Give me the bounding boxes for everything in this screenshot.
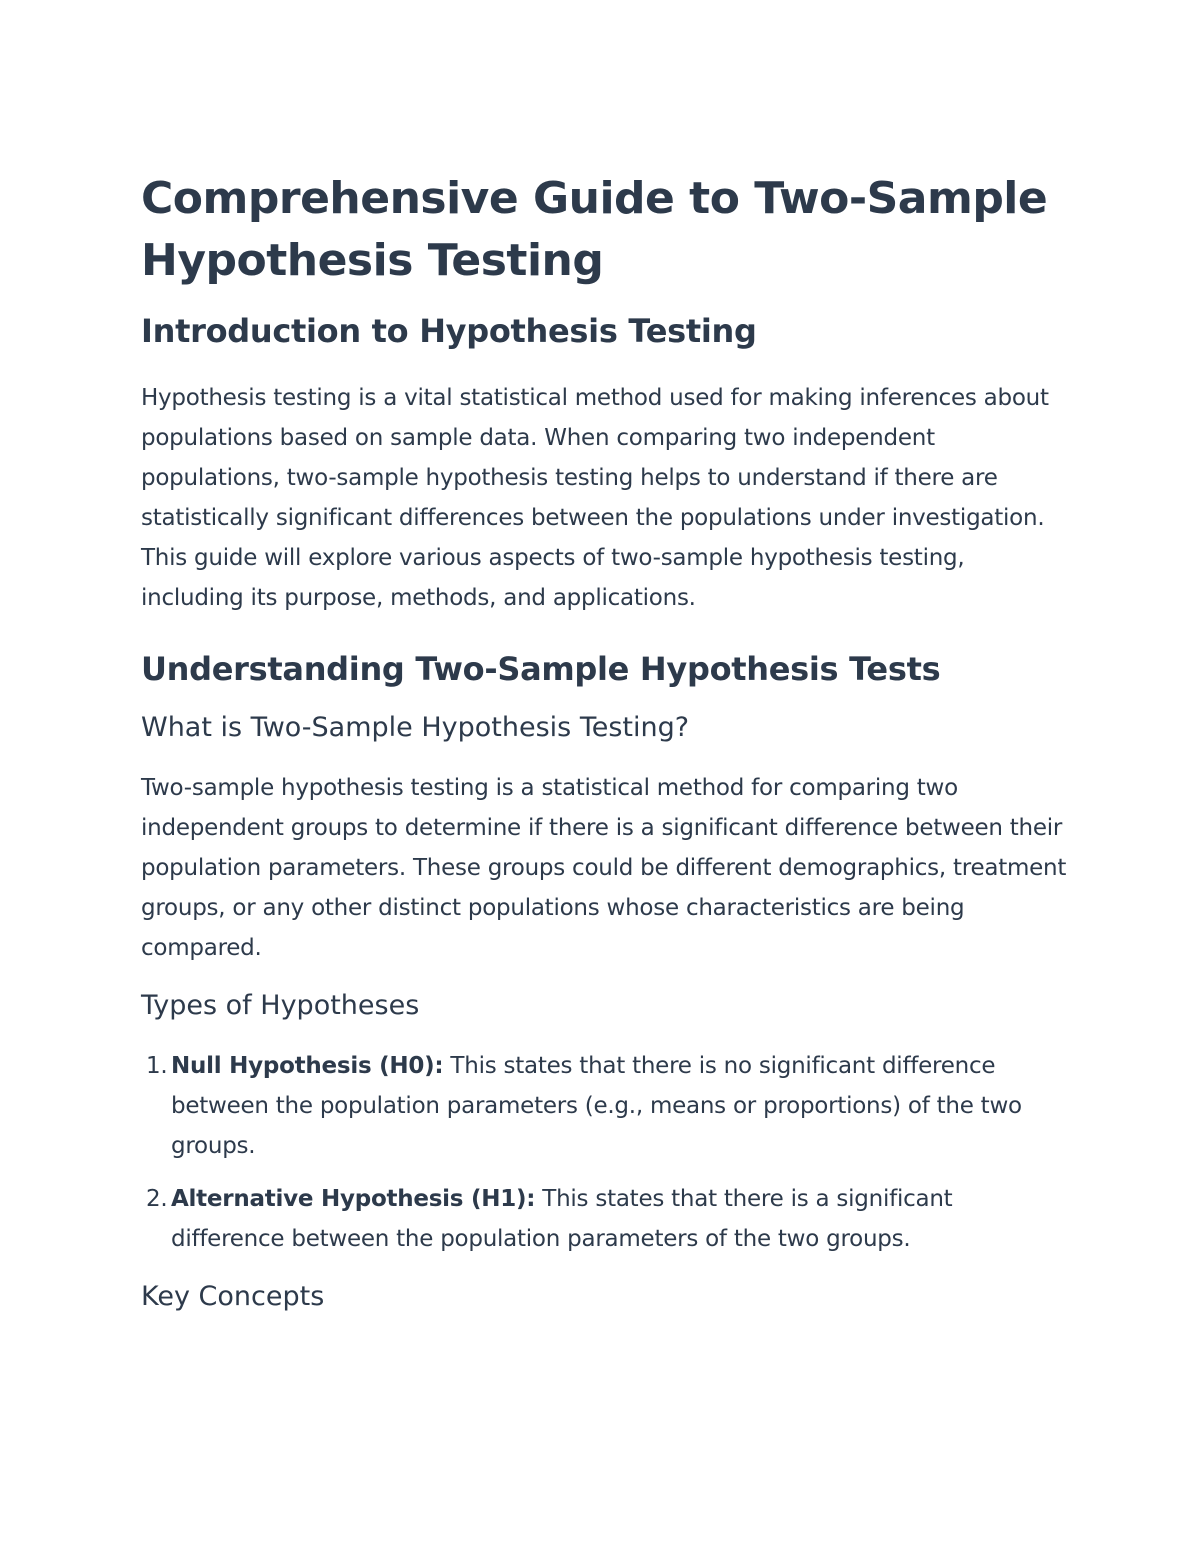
list-item-alternative-hypothesis bbox=[141, 1179, 1071, 1259]
list-item-term: Alternative Hypothesis (H1): bbox=[171, 1186, 536, 1212]
hypotheses-list bbox=[141, 1046, 1071, 1259]
introduction-paragraph: Hypothesis testing is a vital statistical method used for making inferences about populations based on sample data. When comparing two independent populations, two-sample hypothesis testing helps to understand if there are statistically significant differences between the populations under investigation. This guide will explore various aspects of two-sample hypothesis testing, including its purpose, methods, and applications. bbox=[141, 385, 1049, 611]
list-item-number: 1. bbox=[146, 1053, 168, 1079]
subheading-types-of-hypotheses: Types of Hypotheses bbox=[141, 990, 420, 1021]
what-is-paragraph: Two-sample hypothesis testing is a statistical method for comparing two independent groups to determine if there is a significant difference between their population parameters. These groups could be different demographics, treatment groups, or any other distinct populations whose characteristics are being compared. bbox=[141, 775, 1067, 961]
section-heading-introduction: Introduction to Hypothesis Testing bbox=[141, 312, 757, 350]
subheading-key-concepts: Key Concepts bbox=[141, 1281, 325, 1312]
list-item-text: This states that there is a significant difference between the population parameters of the two groups. bbox=[171, 1186, 953, 1252]
list-item-number: 2. bbox=[146, 1186, 168, 1212]
subheading-what-is: What is Two-Sample Hypothesis Testing? bbox=[141, 712, 690, 743]
document-page bbox=[141, 168, 1071, 1315]
section-heading-understanding: Understanding Two-Sample Hypothesis Tests bbox=[141, 650, 941, 688]
list-item-null-hypothesis bbox=[141, 1046, 1071, 1166]
list-item-text: This states that there is no significant difference between the population parameters (e.g., means or proportions) of the two groups. bbox=[171, 1053, 1022, 1159]
list-item-term: Null Hypothesis (H0): bbox=[171, 1053, 444, 1079]
document-title: Comprehensive Guide to Two-Sample Hypothesis Testing bbox=[141, 173, 1048, 286]
